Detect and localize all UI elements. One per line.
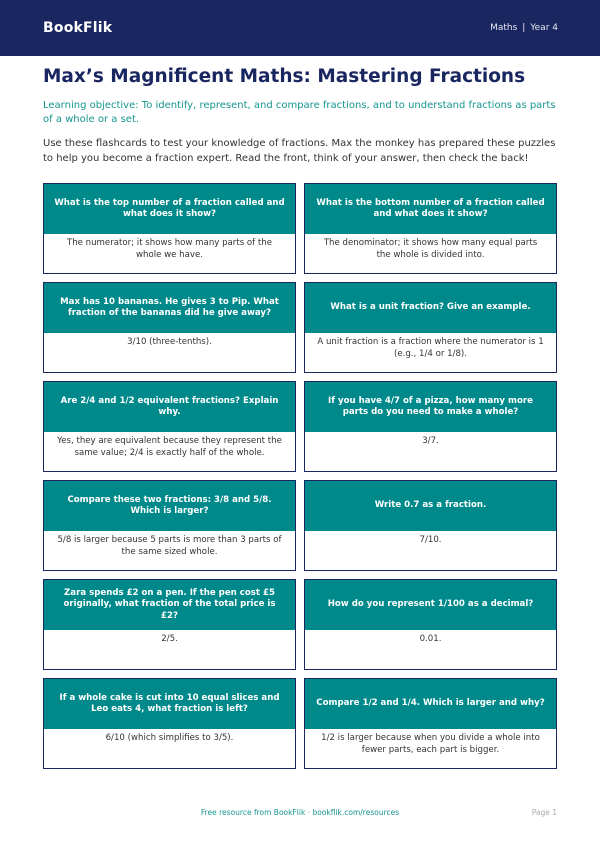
flashcard [304,381,557,472]
page-title: Max’s Magnificent Maths: Mastering Fractions [43,66,526,87]
flashcard [43,183,296,274]
flashcard-question: Compare 1/2 and 1/4. Which is larger and why? [305,679,556,729]
breadcrumb-subject: Maths [490,23,518,33]
flashcard [43,579,296,670]
flashcard-answer: 1/2 is larger because when you divide a whole into fewer parts, each part is bigger. [305,729,556,768]
flashcard-question: What is the bottom number of a fraction called and what does it show? [305,184,556,234]
flashcard-answer: Yes, they are equivalent because they represent the same value; 2/4 is exactly half of the whole. [44,432,295,471]
flashcard [304,282,557,373]
brand-logo[interactable]: BookFlik [43,20,113,36]
flashcard-question: If a whole cake is cut into 10 equal slices and Leo eats 4, what fraction is left? [44,679,295,729]
flashcard-question: What is the top number of a fraction called and what does it show? [44,184,295,234]
flashcard-question: Compare these two fractions: 3/8 and 5/8. Which is larger? [44,481,295,531]
flashcard-answer: 3/7. [305,432,556,471]
flashcard-answer: 5/8 is larger because 5 parts is more than 3 parts of the same sized whole. [44,531,295,570]
flashcard-question: If you have 4/7 of a pizza, how many more parts do you need to make a whole? [305,382,556,432]
flashcard [304,480,557,571]
flashcard [304,678,557,769]
flashcard-answer: 7/10. [305,531,556,570]
flashcard [304,579,557,670]
flashcard-answer: The denominator; it shows how many equal parts the whole is divided into. [305,234,556,273]
flashcard [304,183,557,274]
header-bar [0,0,600,56]
breadcrumb-separator: | [522,23,526,33]
flashcard-question: Max has 10 bananas. He gives 3 to Pip. What fraction of the bananas did he give away? [44,283,295,333]
breadcrumb [490,23,558,33]
flashcard-answer: 3/10 (three-tenths). [44,333,295,372]
flashcard [43,480,296,571]
flashcard-answer: 2/5. [44,630,295,669]
flashcard-question: Write 0.7 as a fraction. [305,481,556,531]
intro-text: Use these flashcards to test your knowledge of fractions. Max the monkey has prepared these puzzles to help you become a fraction expert. Read the front, think of your answer, then check the back! [43,138,556,164]
flashcard-answer: The numerator; it shows how many parts of the whole we have. [44,234,295,273]
flashcard-grid [43,183,557,769]
flashcard-question: What is a unit fraction? Give an example. [305,283,556,333]
breadcrumb-year: Year 4 [530,23,558,33]
flashcard-question: Are 2/4 and 1/2 equivalent fractions? Explain why. [44,382,295,432]
flashcard-answer: 0.01. [305,630,556,669]
learning-objective: Learning objective: To identify, represent, and compare fractions, and to understand fractions as parts of a whole or a set. [43,100,556,125]
flashcard [43,381,296,472]
footer-credit[interactable]: Free resource from BookFlik · bookflik.com/resources [200,808,400,817]
flashcard [43,678,296,769]
page-number: Page 1 [531,808,557,817]
flashcard-question: How do you represent 1/100 as a decimal? [305,580,556,630]
flashcard [43,282,296,373]
flashcard-answer: A unit fraction is a fraction where the numerator is 1 (e.g., 1/4 or 1/8). [305,333,556,372]
flashcard-question: Zara spends £2 on a pen. If the pen cost £5 originally, what fraction of the total price is £2? [44,580,295,630]
flashcard-answer: 6/10 (which simplifies to 3/5). [44,729,295,768]
